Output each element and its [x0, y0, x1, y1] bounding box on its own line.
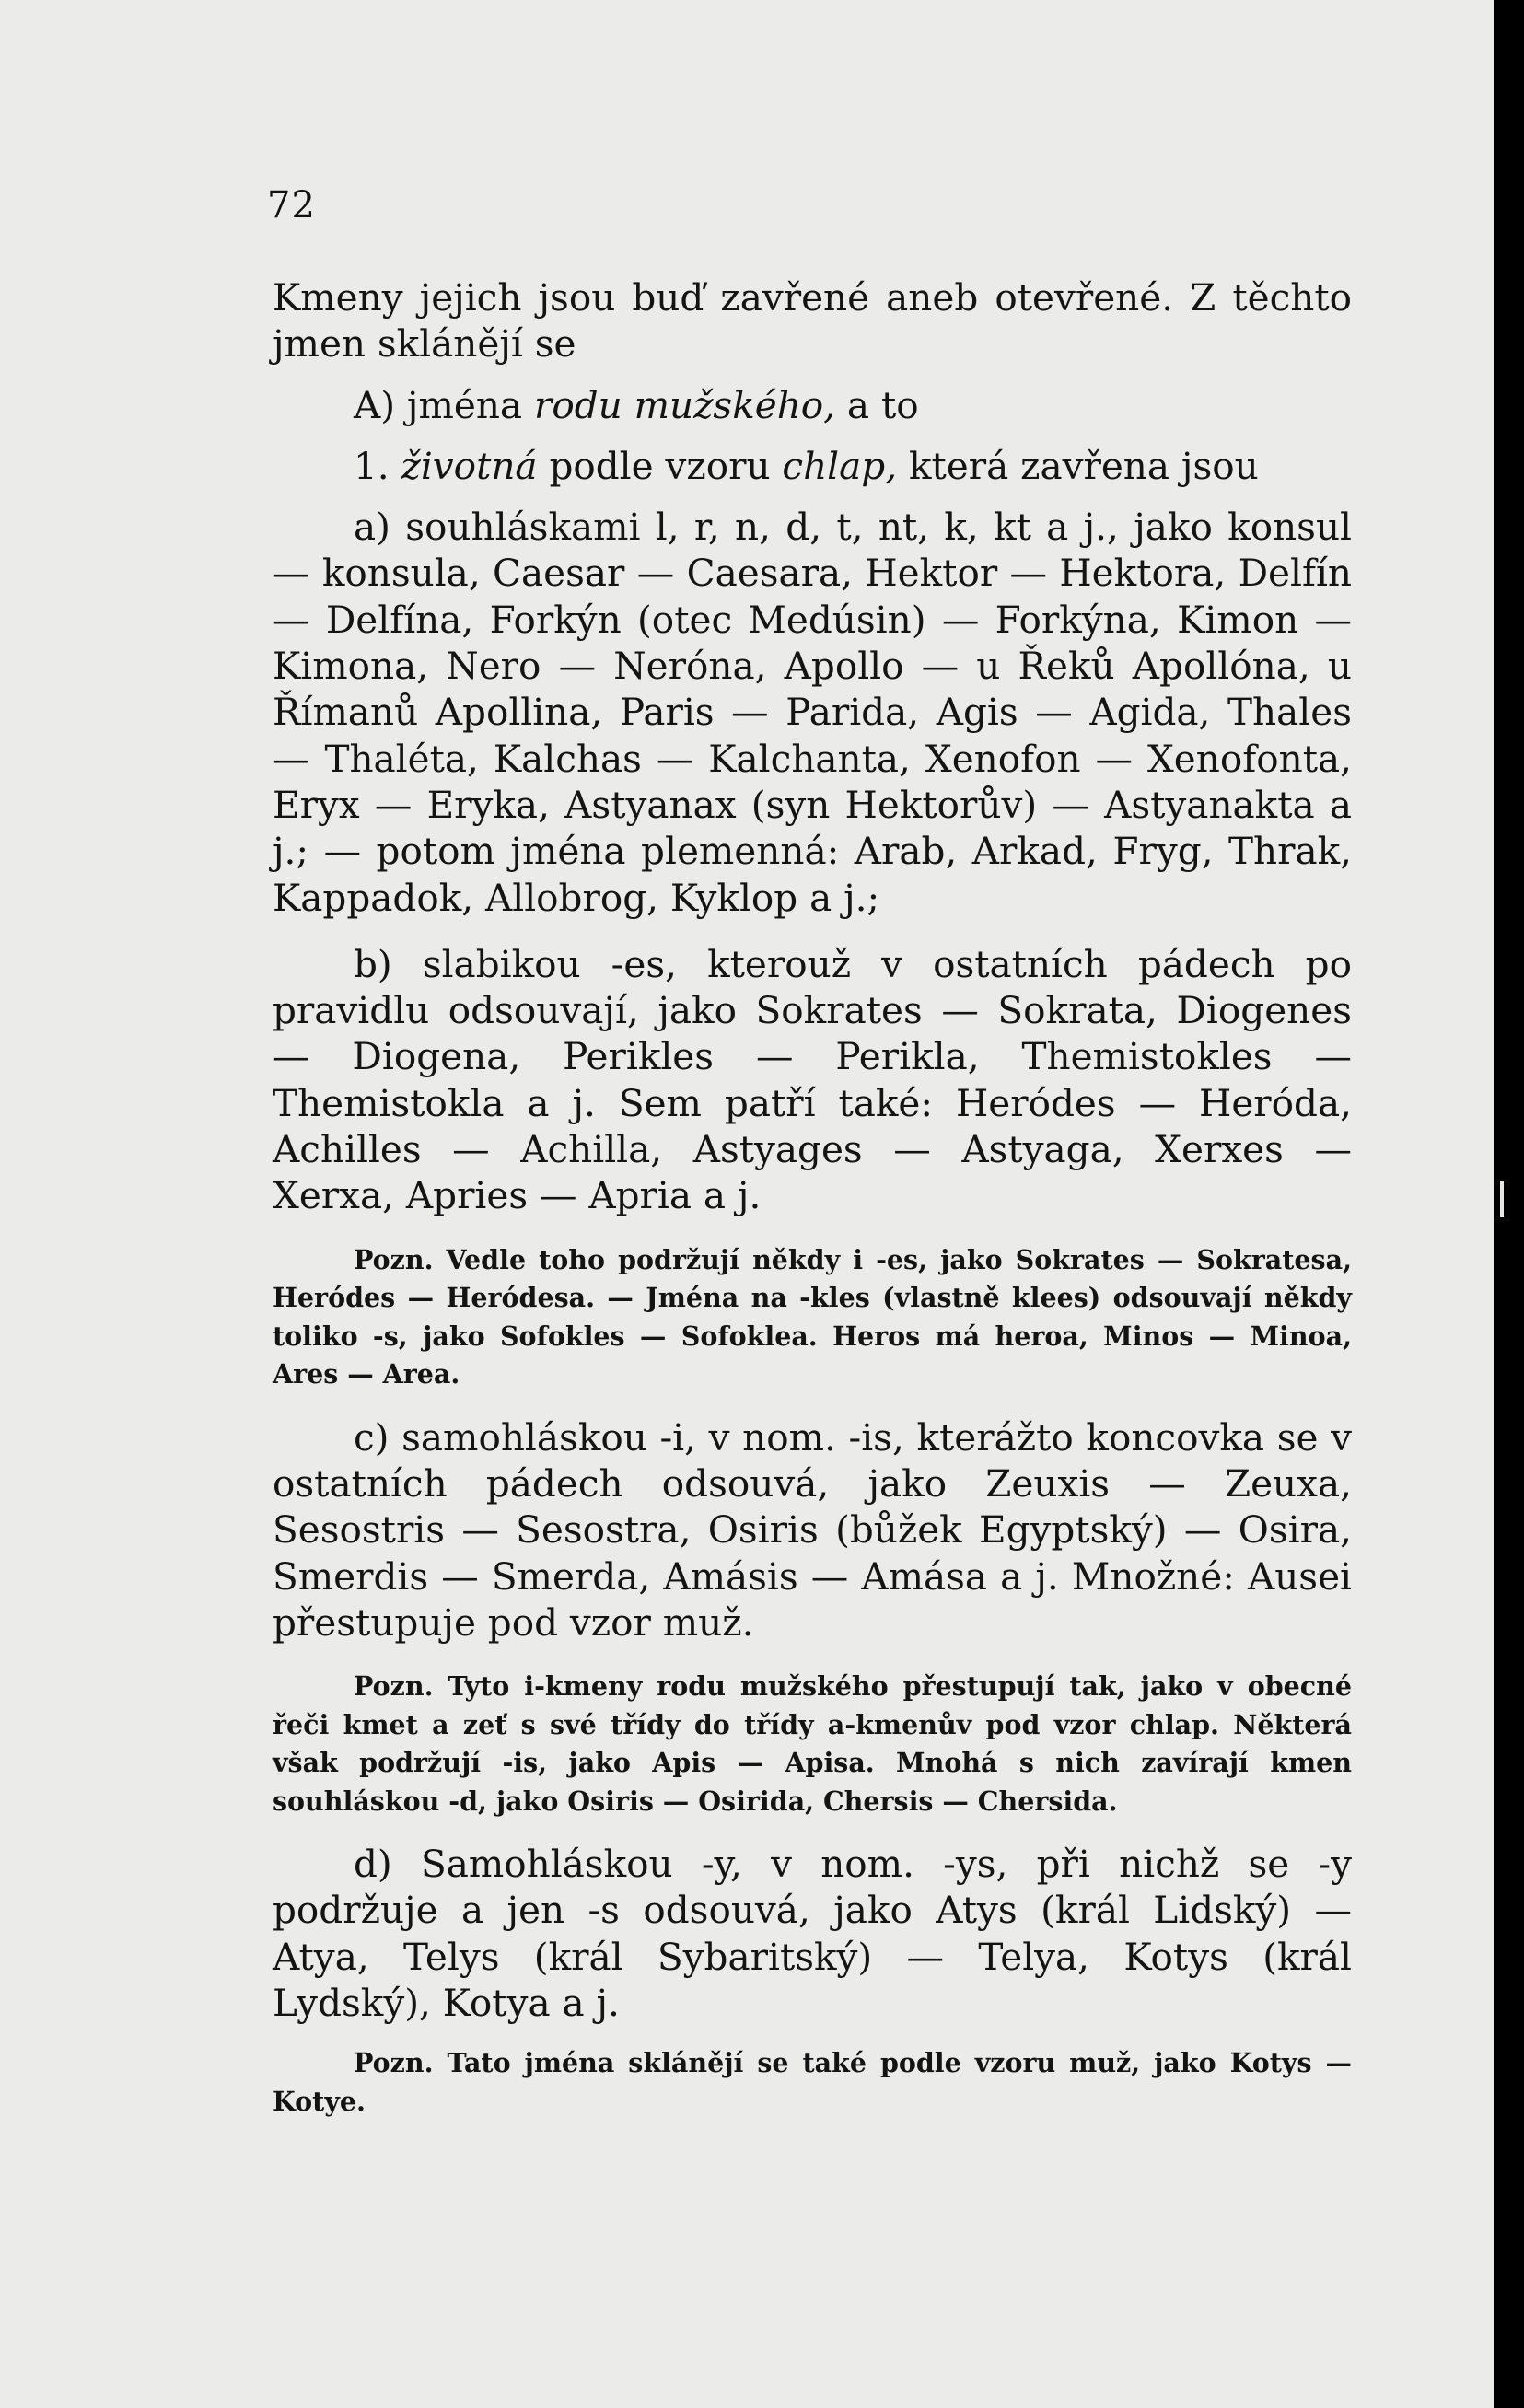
subsection-1-italic-chlap: chlap, — [782, 443, 898, 488]
subsection-1-heading — [273, 443, 1352, 489]
page-number: 72 — [267, 184, 316, 227]
paragraph-a-consonants: a) souhláskami l, r, n, d, t, nt, k, kt a j., jako konsul — konsula, Caesar — Caesara, Hektor — Hektora, Delfín — Delfína, Forkýn (otec Medúsin) — Forkýna, Kimon — Kimona, Nero — Neróna, Apollo — u Řeků Apollóna, u Římanů Apollina, Paris — Parida, Agis — Agida, Thales — Thaléta, Kalchas — Kalchanta, Xenofon — Xenofonta, Eryx — Eryka, Astyanax (syn Hektorův) — Astyanakta a j.; — potom jména plemenná: Arab, Arkad, Fryg, Thrak, Kappadok, Allobrog, Kyklop a j.; — [273, 505, 1352, 920]
section-a-heading — [273, 382, 1352, 428]
note-1: Pozn. Vedle toho podržují někdy i -es, jako Sokrates — Sokratesa, Heródes — Heródesa. — Jména na -kles (vlastně klees) odsouvají někdy toliko -s, jako Sofokles — Sofoklea. Heros má heroa, Minos — Minoa, Ares — Area. — [273, 1243, 1352, 1390]
page-text — [273, 274, 1352, 2121]
section-a-prefix: A) jména — [354, 382, 534, 427]
subsection-1-prefix: 1. — [354, 443, 401, 488]
paragraph-d-vowel-y: d) Samohláskou -y, v nom. -ys, při nichž se -y podržuje a jen -s odsouvá, jako Atys (král Lidský) — Atya, Telys (král Sybaritský) — Telya, Kotys (král Lydský), Kotya a j. — [273, 1842, 1352, 2026]
section-a-suffix: a to — [835, 382, 919, 427]
section-a-italic: rodu mužského, — [533, 382, 836, 427]
paragraph-b-syllable-es: b) slabikou -es, kterouž v ostatních pádech po pravidlu odsouvají, jako Sokrates — Sokrata, Diogenes — Diogena, Perikles — Perikla, Themistokles — Themistokla a j. Sem patří také: Heródes — Heróda, Achilles — Achilla, Astyages — Astyaga, Xerxes — Xerxa, Apries — Apria a j. — [273, 941, 1352, 1218]
subsection-1-suffix: která zavřena jsou — [897, 443, 1259, 488]
scan-edge-mark — [1500, 1181, 1504, 1217]
subsection-1-mid: podle vzoru — [537, 443, 783, 488]
note-2: Pozn. Tyto i-kmeny rodu mužského přestupují tak, jako v obecné řeči kmet a zeť s své třídy do třídy a-kmenův pod vzor chlap. Některá však podržují -is, jako Apis — Apisa. Mnohá s nich zavírají kmen souhláskou -d, jako Osiris — Osirida, Chersis — Chersida. — [273, 1670, 1352, 1817]
note-3: Pozn. Tato jména sklánějí se také podle vzoru muž, jako Kotys — Kotye. — [273, 2047, 1352, 2117]
paragraph-c-vowel-i: c) samohláskou -i, v nom. -is, kterážto koncovka se v ostatních pádech odsouvá, jako Zeuxis — Zeuxa, Sesostris — Sesostra, Osiris (bůžek Egyptský) — Osira, Smerdis — Smerda, Amásis — Amása a j. Množné: Ausei přestupuje pod vzor muž. — [273, 1414, 1352, 1645]
scan-border — [1494, 0, 1524, 2408]
intro-paragraph: Kmeny jejich jsou buď zavřené aneb otevřené. Z těchto jmen sklánějí se — [273, 275, 1352, 366]
subsection-1-italic-zivotna: životná — [401, 443, 538, 488]
